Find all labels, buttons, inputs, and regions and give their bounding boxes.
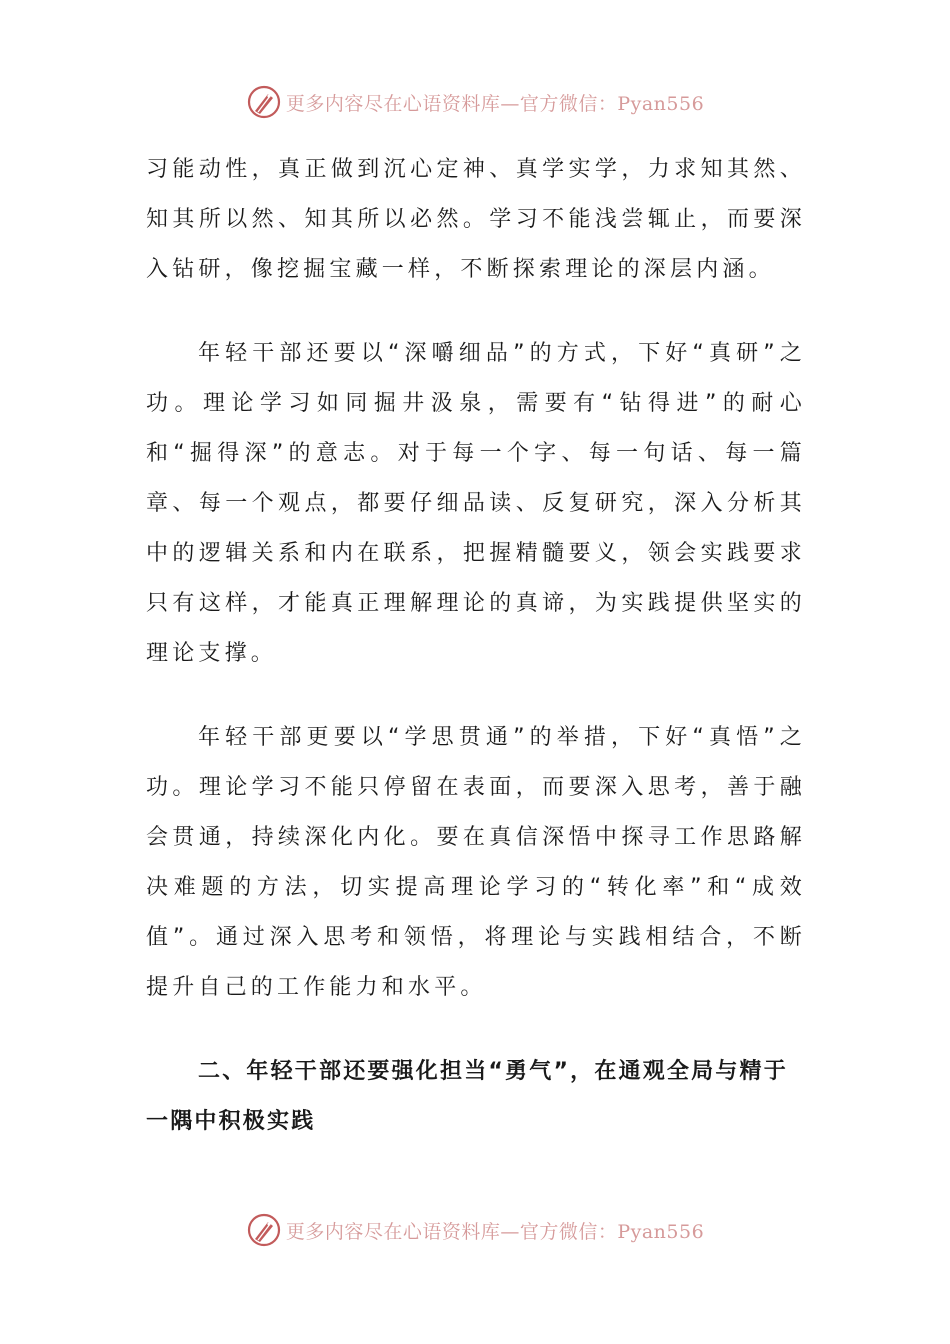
paragraph-3: 年轻干部更要以“学思贯通”的举措，下好“真悟”之功。理论学习不能只停留在表面，而要深入思考，善于融会贯通，持续深化内化。要在真信深悟中探寻工作思路解决难题的方法，切实提高理论学习的“转化率”和“成效值”。通过深入思考和领悟，将理论与实践相结合，不断提升自己的工作能力和水平。 (146, 725, 806, 1000)
watermark-banner-bottom (0, 1210, 950, 1250)
document-body (146, 145, 806, 1147)
paragraph-1: 习能动性，真正做到沉心定神、真学实学，力求知其然、知其所以然、知其所以必然。学习不能浅尝辄止，而要深入钻研，像挖掘宝藏一样，不断探索理论的深层内涵。 (146, 157, 806, 282)
pen-nib-logo-icon (246, 1212, 282, 1248)
paragraph-2: 年轻干部还要以“深嚼细品”的方式，下好“真研”之功。理论学习如同掘井汲泉，需要有“钻得进”的耐心和“掘得深”的意志。对于每一个字、每一句话、每一篇章、每一个观点，都要仔细品读、反复研究，深入分析其中的逻辑关系和内在联系，把握精髓要义，领会实践要求只有这样，才能真正理解理论的真谛，为实践提供坚实的理论支撑。 (146, 341, 806, 666)
watermark-banner-top (0, 82, 950, 122)
watermark-text: 更多内容尽在心语资料库—官方微信：Pyan556 (285, 92, 705, 115)
watermark-text: 更多内容尽在心语资料库—官方微信：Pyan556 (285, 1220, 705, 1243)
section-heading: 二、年轻干部还要强化担当“勇气”，在通观全局与精于一隅中积极实践 (146, 1059, 788, 1134)
pen-nib-logo-icon (246, 84, 282, 120)
